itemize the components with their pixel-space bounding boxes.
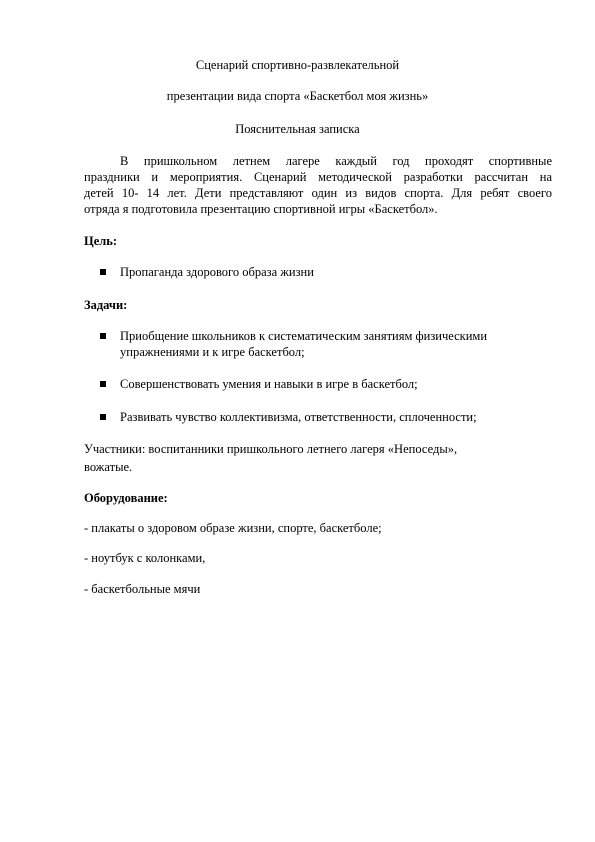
equipment-heading: Оборудование:	[84, 491, 168, 505]
tasks-heading: Задачи:	[84, 298, 128, 312]
bullet-icon	[100, 381, 106, 387]
participants-line-1: Участники: воспитанники пришкольного летнего лагеря «Непоседы»,	[84, 442, 458, 456]
equipment-item-3: - баскетбольные мячи	[84, 582, 201, 596]
title-line-1: Сценарий спортивно-развлекательной	[195, 58, 400, 72]
bullet-icon	[100, 333, 106, 339]
participants-line-2: вожатые.	[84, 460, 133, 474]
intro-line-2: праздники и мероприятия. Сценарий методической разработки рассчитан на	[84, 170, 552, 184]
intro-line-4: отряда я подготовила презентацию спортивной игры «Баскетбол».	[84, 202, 438, 216]
task-item-3: Развивать чувство коллективизма, ответственности, сплоченности;	[120, 410, 477, 424]
task-item-1-line-1: Приобщение школьников к систематическим занятиям физическими	[120, 329, 488, 343]
intro-line-3: детей 10- 14 лет. Дети представляют один из видов спорта. Для ребят своего	[84, 186, 552, 200]
bullet-icon	[100, 269, 106, 275]
task-item-2: Совершенствовать умения и навыки в игре в баскетбол;	[120, 377, 418, 391]
bullet-icon	[100, 414, 106, 420]
title-line-2: презентации вида спорта «Баскетбол моя жизнь»	[166, 89, 429, 103]
task-item-1-line-2: упражнениями и к игре баскетбол;	[120, 345, 305, 359]
intro-line-1: В пришкольном летнем лагере каждый год проходят спортивные	[120, 154, 552, 168]
goal-heading: Цель:	[84, 234, 118, 248]
equipment-item-1: - плакаты о здоровом образе жизни, спорте, баскетболе;	[84, 521, 382, 535]
equipment-item-2: - ноутбук с колонками,	[84, 551, 206, 565]
goal-item: Пропаганда здорового образа жизни	[120, 265, 314, 279]
subtitle: Пояснительная записка	[235, 122, 360, 136]
